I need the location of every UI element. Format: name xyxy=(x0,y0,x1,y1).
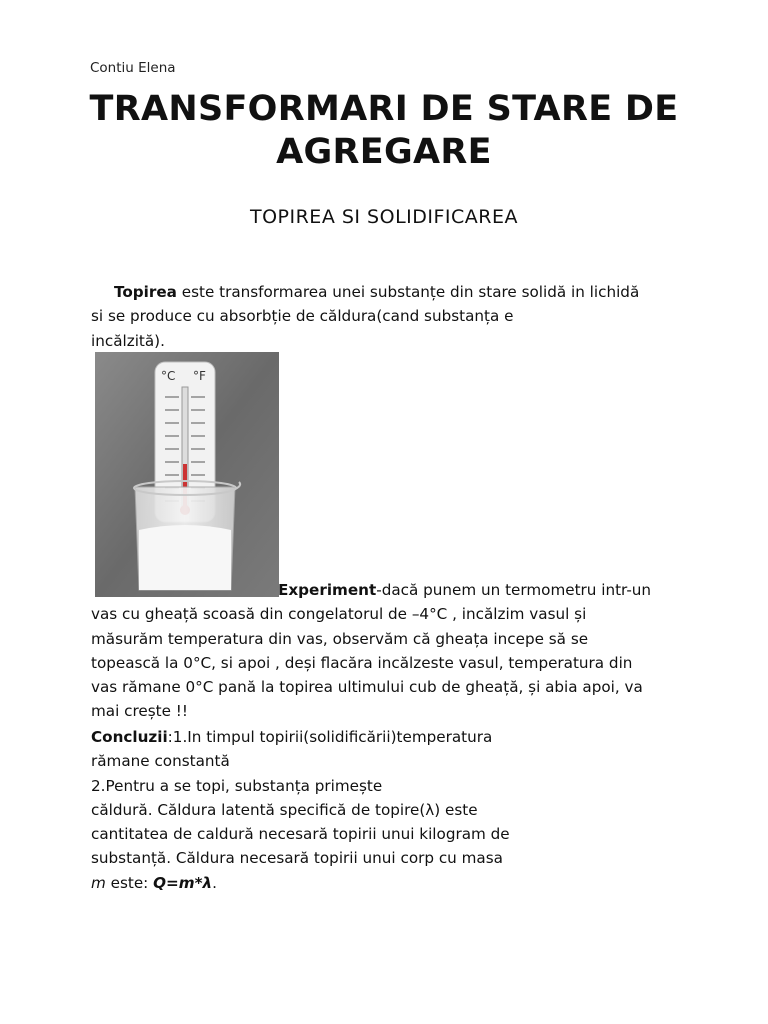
fahrenheit-label: °F xyxy=(193,369,206,383)
page-subtitle: TOPIREA SI SOLIDIFICAREA xyxy=(249,206,518,228)
topire-line-1: este transformarea unei substanțe din stare solidă in lichidă xyxy=(176,283,640,301)
thermometer-in-beaker-icon xyxy=(95,352,279,597)
experiment-line-2: vas cu gheață scoasă din congelatorul de –4°C , incălzim vasul și xyxy=(91,605,587,624)
concluzii-line-3: 2.Pentru a se topi, substanța primește xyxy=(91,776,383,795)
topire-line-2: si se produce cu absorbție de căldura(cand substanța e xyxy=(91,307,514,326)
author-name: Contiu Elena xyxy=(90,60,176,76)
experiment-line-1: -dacă punem un termometru intr-un xyxy=(376,581,652,599)
celsius-label: °C xyxy=(161,369,176,383)
experiment-keyword: Experiment xyxy=(278,581,377,599)
experiment-line-5: vas rămane 0°C pană la topirea ultimului cub de gheață, și abia apoi, va xyxy=(91,678,643,697)
mass-symbol: m xyxy=(91,873,106,892)
topire-line-3: incălzită). xyxy=(91,331,165,350)
experiment-line-4: topească la 0°C, si apoi , deși flacăra incălzeste vasul, temperatura din xyxy=(91,653,633,672)
experiment-paragraph xyxy=(91,578,691,724)
latent-heat-formula: Q=m*λ xyxy=(153,873,213,892)
experiment-line-6: mai crește !! xyxy=(91,702,188,721)
concluzii-line-1: :1.In timpul topirii(solidificării)temperatura xyxy=(167,728,493,746)
concluzii-paragraph xyxy=(91,725,691,895)
concluzii-line-6: substanță. Căldura necesară topirii unui corp cu masa xyxy=(91,849,503,868)
concluzii-line-7-end: . xyxy=(212,873,217,892)
topire-paragraph xyxy=(91,280,691,353)
title-line-1: TRANSFORMARI DE STARE DE xyxy=(89,89,679,129)
concluzii-line-2: rămane constantă xyxy=(91,752,230,771)
topire-keyword: Topirea xyxy=(114,283,177,301)
title-line-2: AGREGARE xyxy=(276,132,492,172)
concluzii-line-7-text: este: xyxy=(105,873,154,892)
page-title xyxy=(60,88,708,174)
concluzii-keyword: Concluzii xyxy=(91,728,168,746)
concluzii-line-4: căldură. Căldura latentă specifică de topire(λ) este xyxy=(91,800,478,819)
experiment-line-3: măsurăm temperatura din vas, observăm că gheața incepe să se xyxy=(91,629,589,648)
concluzii-line-5: cantitatea de caldură necesară topirii unui kilogram de xyxy=(91,825,510,844)
